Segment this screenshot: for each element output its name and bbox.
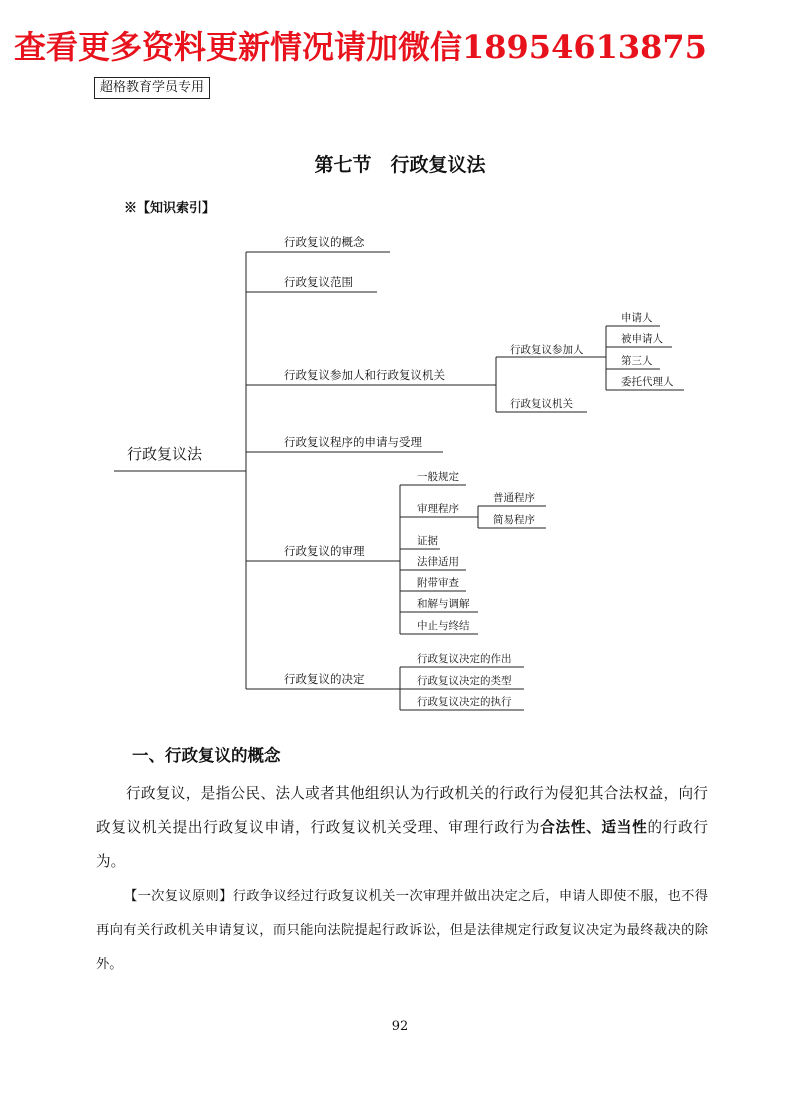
wechat-banner: 查看更多资料更新情况请加微信18954613875 [14, 28, 707, 66]
people-item: 申请人 [621, 312, 653, 324]
decision-item: 行政复议决定的执行 [417, 696, 512, 708]
people-item: 被申请人 [621, 333, 663, 345]
section-title: 第七节 行政复议法 [314, 154, 486, 176]
knowledge-index-label: ※【知识索引】 [124, 201, 216, 216]
branch-concept: 行政复议的概念 [284, 235, 365, 249]
review-item: 和解与调解 [417, 598, 470, 610]
review-item: 证据 [417, 535, 438, 547]
para1-text: 行政复议，是指公民、法人或者其他组织认为行政机关的行政行为侵犯其合法权益，向行政复议机关提出行政复议申请，行政复议机关受理、审理行政行为 [96, 785, 708, 836]
page-number: 92 [391, 1019, 409, 1034]
branch-application: 行政复议程序的申请与受理 [284, 435, 422, 449]
sub-participants-organ: 行政复议机关 [510, 398, 573, 410]
branch-decision: 行政复议的决定 [284, 672, 365, 686]
para1-bold: 合法性、适当性 [540, 819, 648, 836]
paragraph-one-review-principle: 【一次复议原则】行政争议经过行政复议机关一次审理并做出决定之后，申请人即使不服，也不得再向有关行政机关申请复议，而只能向法院提起行政诉讼，但是法律规定行政复议决定为最终裁决的除外。 [96, 889, 708, 972]
tree-root: 行政复议法 [127, 445, 203, 463]
review-item: 中止与终结 [417, 620, 470, 632]
review-item: 一般规定 [417, 471, 459, 483]
procedure-item: 普通程序 [493, 492, 535, 504]
decision-item: 行政复议决定的作出 [417, 653, 512, 665]
member-stamp: 超格教育学员专用 [94, 77, 210, 99]
procedure-item: 简易程序 [493, 514, 535, 526]
decision-item: 行政复议决定的类型 [417, 675, 512, 687]
sub-participants-people: 行政复议参加人 [510, 344, 584, 356]
review-item: 法律适用 [417, 556, 459, 568]
people-item: 第三人 [621, 355, 653, 367]
para1-end: 的行政行为。 [96, 819, 708, 870]
branch-scope: 行政复议范围 [284, 275, 353, 289]
paragraph-definition [96, 777, 708, 879]
people-item: 委托代理人 [621, 376, 674, 388]
branch-review: 行政复议的审理 [284, 544, 365, 558]
review-item: 审理程序 [417, 503, 459, 515]
branch-participants: 行政复议参加人和行政复议机关 [284, 368, 445, 382]
heading-concept: 一、行政复议的概念 [132, 746, 281, 765]
review-item: 附带审查 [417, 577, 459, 589]
